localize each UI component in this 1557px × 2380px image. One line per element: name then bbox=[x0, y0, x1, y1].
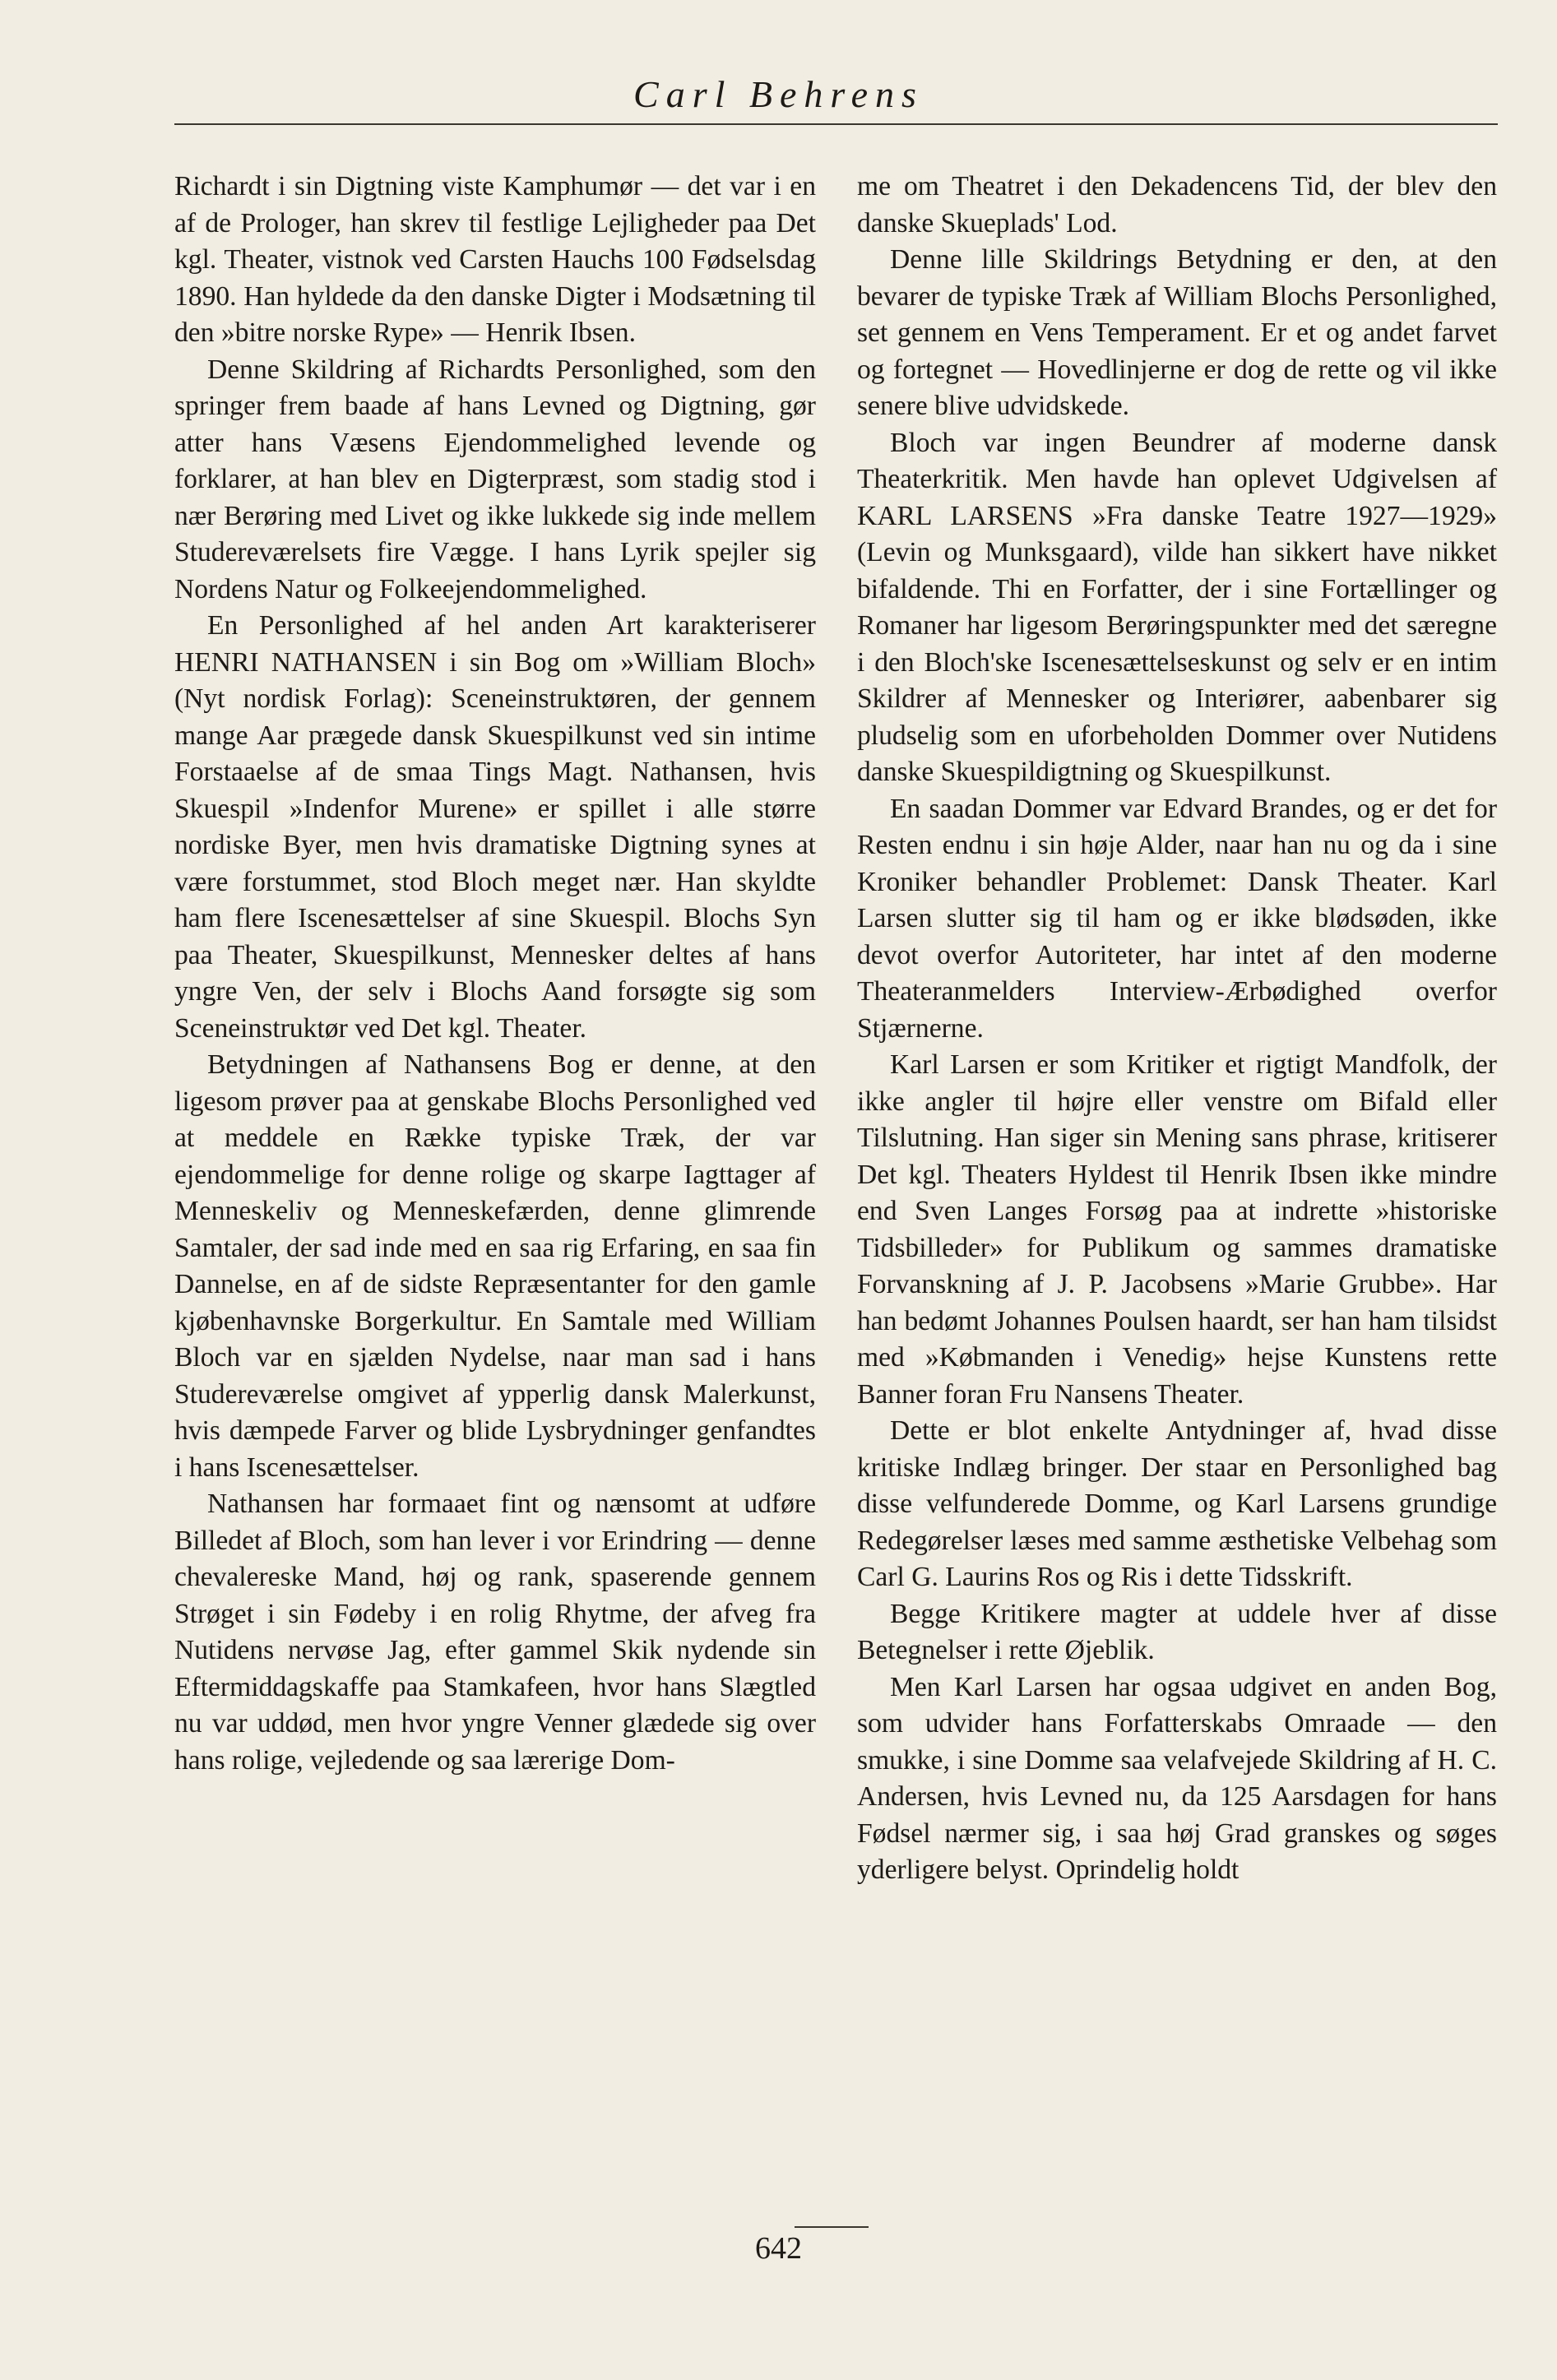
paragraph: Men Karl Larsen har ogsaa udgivet en anden Bog, som udvider hans Forfatterskabs Omraade — den smukke, i sine Domme saa velafvejede Skildring af H. C. Andersen, hvis Levned nu, da 125 Aarsdagen for hans Fødsel nærmer sig, i saa høj Grad granskes og søges yderligere belyst. Oprindelig holdt bbox=[857, 1671, 1497, 1885]
paragraph: Dette er blot enkelte Antydninger af, hvad disse kritiske Indlæg bringer. Der staar en Personlighed bag disse velfunderede Domme, og Karl Larsens grundige Redegørelser læses med samme æsthetiske Velbehag som Carl G. Laurins Ros og Ris i dette Tidsskrift. bbox=[857, 1415, 1497, 1592]
left-column bbox=[174, 169, 816, 1779]
paragraph: Denne Skildring af Richardts Personlighed, som den springer frem baade af hans Levned og Digtning, gør atter hans Væsens Ejendommelighed levende og forklarer, at han blev en Digterpræst, som stadig stod i nær Berøring med Livet og ikke lukkede sig inde mellem Studereværelsets fire Vægge. I hans Lyrik spejler sig Nordens Natur og Folkeejendommelighed. bbox=[174, 354, 816, 604]
header-rule bbox=[174, 123, 1498, 125]
running-header: Carl Behrens bbox=[633, 73, 924, 115]
paragraph: Bloch var ingen Beundrer af moderne dansk Theaterkritik. Men havde han oplevet Udgivelsen af KARL LARSENS »Fra danske Teatre 1927—1929» (Levin og Munksgaard), vilde han sikkert have nikket bifaldende. Thi en Forfatter, der i sine Fortællinger og Romaner har ligesom Berøringspunkter med det særegne i den Bloch'ske Iscenesættelseskunst og selv er en intim Skildrer af Mennesker og Interiører, aabenbarer sig pludselig som en uforbeholden Dommer over Nutidens danske Skuespildigtning og Skuespilkunst. bbox=[857, 427, 1497, 787]
page-number: 642 bbox=[755, 2231, 802, 2266]
paragraph: Richardt i sin Digtning viste Kamphumør — det var i en af de Prologer, han skrev til festlige Lejligheder paa Det kgl. Theater, vistnok ved Carsten Hauchs 100 Fødselsdag 1890. Han hyldede da den danske Digter i Modsætning til den »bitre norske Rype» — Henrik Ibsen. bbox=[174, 171, 816, 348]
paragraph: Nathansen har formaaet fint og nænsomt at udføre Billedet af Bloch, som han lever i vor Erindring — denne chevalereske Mand, høj og rank, spaserende gennem Strøget i sin Fødeby i en rolig Rhytme, der afveg fra Nutidens nervøse Jag, efter gammel Skik nydende sin Eftermiddagskaffe paa Stamkafeen, hvor hans Slægtled nu var uddød, men hvor yngre Venner glædede sig over hans rolige, vejledende og saa lærerige Dom- bbox=[174, 1489, 816, 1776]
footer-rule bbox=[795, 2226, 869, 2228]
right-column bbox=[857, 169, 1497, 1889]
paragraph: Karl Larsen er som Kritiker et rigtigt Mandfolk, der ikke angler til højre eller venstre om Bifald eller Tilslutning. Han siger sin Mening sans phrase, kritiserer Det kgl. Theaters Hyldest til Henrik Ibsen ikke mindre end Sven Langes Forsøg paa at indrette »historiske Tidsbilleder» for Publikum og sammes dramatiske Forvanskning af J. P. Jacobsens »Marie Grubbe». Har han bedømt Johannes Poulsen haardt, ser han ham tilsidst med »Købmanden i Venedig» hejse Kunstens rette Banner foran Fru Nansens Theater. bbox=[857, 1049, 1497, 1410]
paragraph: me om Theatret i den Dekadencens Tid, der blev den danske Skueplads' Lod. bbox=[857, 171, 1497, 238]
paragraph: Begge Kritikere magter at uddele hver af disse Betegnelser i rette Øjeblik. bbox=[857, 1598, 1497, 1665]
paragraph: En Personlighed af hel anden Art karakteriserer HENRI NATHANSEN i sin Bog om »William Bloch» (Nyt nordisk Forlag): Sceneinstruktøren, der gennem mange Aar prægede dansk Skuespilkunst ved sin intime Forstaaelse af de smaa Tings Magt. Nathansen, hvis Skuespil »Indenfor Murene» er spillet i alle større nordiske Byer, men hvis dramatiske Digtning synes at være forstummet, stod Bloch meget nær. Han skyldte ham flere Iscenesættelser af sine Skuespil. Blochs Syn paa Theater, Skuespilkunst, Mennesker deltes af hans yngre Ven, der selv i Blochs Aand forsøgte sig som Sceneinstruktør ved Det kgl. Theater. bbox=[174, 610, 816, 1044]
paragraph: Denne lille Skildrings Betydning er den, at den bevarer de typiske Træk af William Blochs Personlighed, set gennem en Vens Temperament. Er et og andet farvet og fortegnet — Hovedlinjerne er dog de rette og vil ikke senere blive udvidskede. bbox=[857, 244, 1497, 421]
paragraph: Betydningen af Nathansens Bog er denne, at den ligesom prøver paa at genskabe Blochs Personlighed ved at meddele en Række typiske Træk, der var ejendommelige for denne rolige og skarpe Iagttager af Menneskeliv og Menneskefærden, denne glimrende Samtaler, der sad inde med en saa rig Erfaring, en saa fin Dannelse, en af de sidste Repræsentanter for den gamle kjøbenhavnske Borgerkultur. En Samtale med William Bloch var en sjælden Nydelse, naar man sad i hans Studereværelse omgivet af ypperlig dansk Malerkunst, hvis dæmpede Farver og blide Lysbrydninger genfandtes i hans Iscenesættelser. bbox=[174, 1049, 816, 1483]
paragraph: En saadan Dommer var Edvard Brandes, og er det for Resten endnu i sin høje Alder, naar han nu og da i sine Kroniker behandler Problemet: Dansk Theater. Karl Larsen slutter sig til ham og er ikke blødsøden, ikke devot overfor Autoriteter, har intet af den moderne Theateranmelders Interview-Ærbødighed overfor Stjærnerne. bbox=[857, 793, 1497, 1044]
